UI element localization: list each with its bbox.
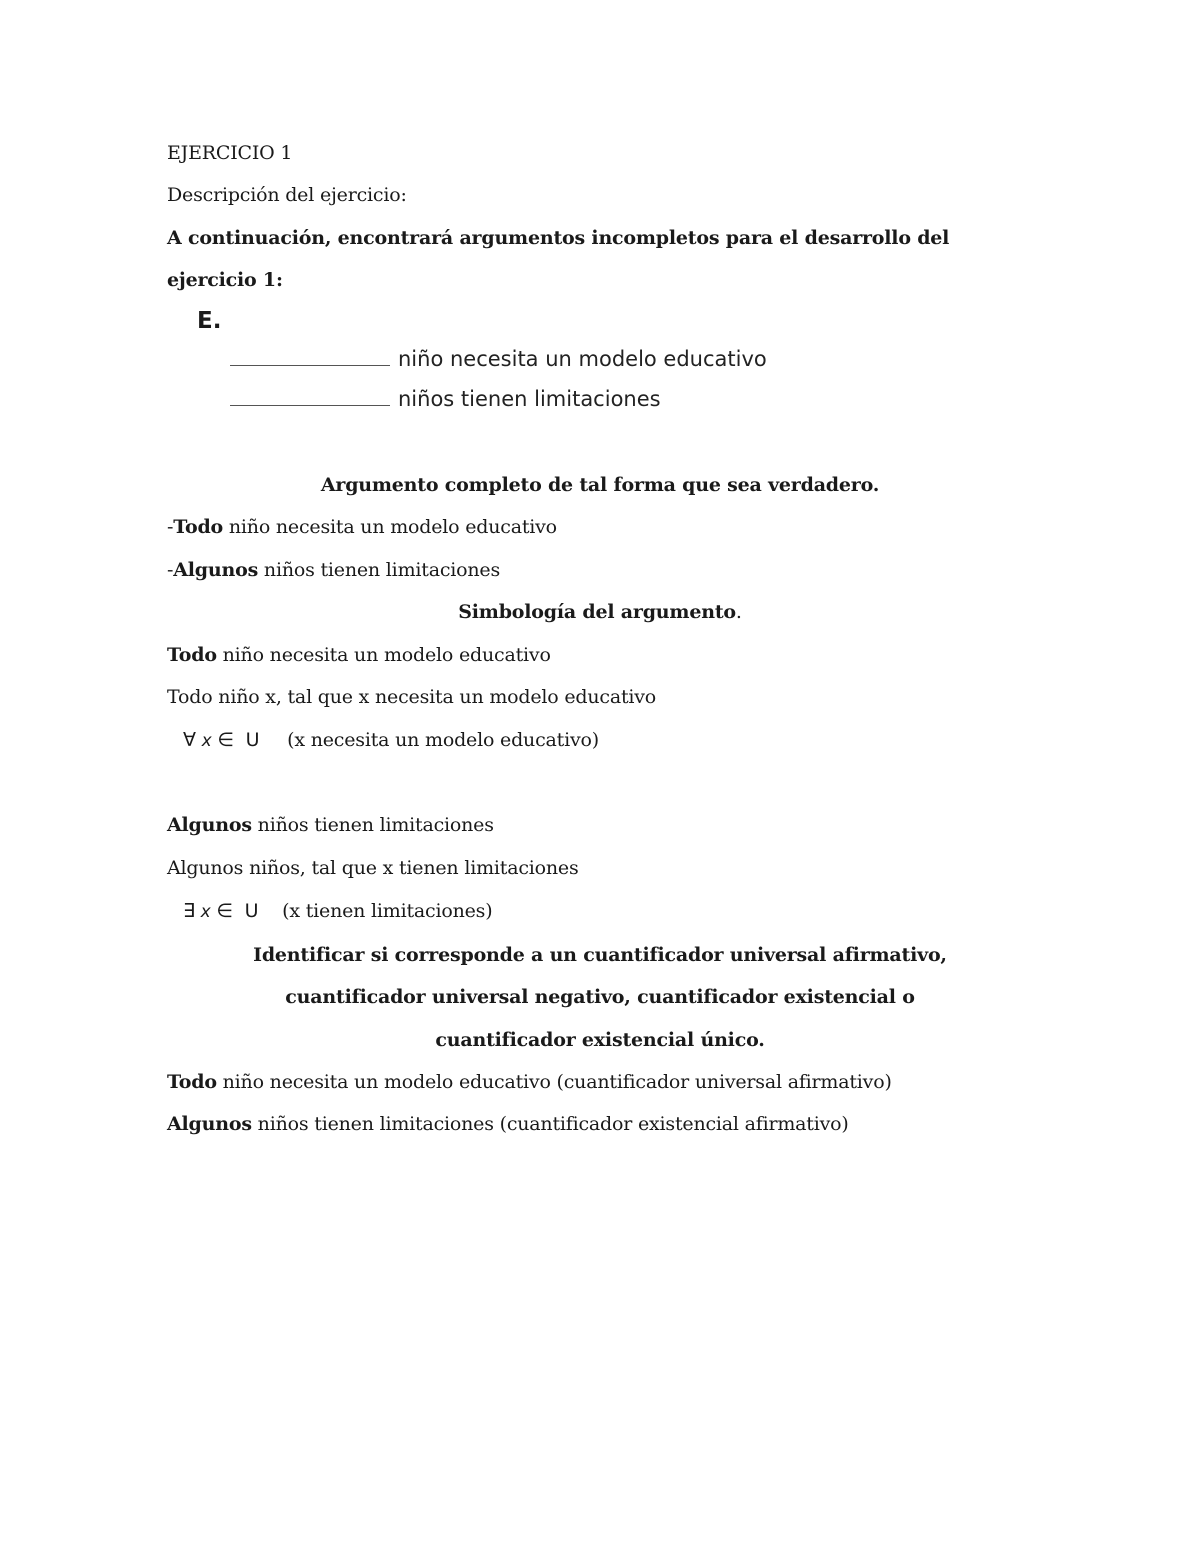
section3-heading-line-3: cuantificador existencial único. [435, 1029, 765, 1051]
block2-formula [183, 899, 492, 924]
section2-heading [0, 600, 1200, 624]
statement-quantifier-word: Algunos [167, 814, 252, 836]
statement-text: niños tienen limitaciones [251, 814, 494, 836]
section3-heading-line-1: Identificar si corresponde a un cuantificador universal afirmativo, [253, 944, 947, 966]
figure-row-text: niños tienen limitaciones [398, 387, 661, 411]
block2-statement [167, 813, 494, 837]
figure-letter: E. [197, 308, 222, 334]
section1-item-2 [167, 558, 500, 582]
intro-line-2: ejercicio 1: [167, 269, 283, 291]
section1-item-1 [167, 515, 557, 539]
blank-line [230, 347, 390, 366]
element-of-symbol: ∈ [217, 729, 234, 751]
item-text: niños tienen limitaciones [258, 559, 501, 581]
block2-paraphrase: Algunos niños, tal que x tienen limitaciones [167, 857, 579, 879]
statement-quantifier-word: Todo [167, 644, 217, 666]
answer-1 [167, 1070, 892, 1094]
item-quantifier-word: Todo [173, 516, 224, 538]
section1-heading: Argumento completo de tal forma que sea verdadero. [320, 474, 880, 496]
answer-text: niño necesita un modelo educativo (cuantificador universal afirmativo) [216, 1071, 892, 1093]
item-text: niño necesita un modelo educativo [223, 516, 557, 538]
block1-formula [183, 728, 599, 753]
answer-quantifier-word: Todo [167, 1071, 217, 1093]
figure-row-2 [230, 386, 661, 412]
item-prefix: - [167, 559, 174, 581]
item-quantifier-word: Algunos [173, 559, 259, 581]
item-prefix: - [167, 516, 174, 538]
description-label: Descripción del ejercicio: [167, 184, 407, 206]
figure-row-text: niño necesita un modelo educativo [398, 347, 767, 371]
block1-paraphrase: Todo niño x, tal que x necesita un modelo educativo [167, 686, 657, 708]
figure-row-1 [230, 346, 767, 372]
universe-symbol: U [244, 900, 259, 922]
section2-heading-period: . [735, 601, 742, 623]
blank-line [230, 387, 390, 406]
existential-quantifier-symbol: ∃ [183, 900, 195, 922]
answer-quantifier-word: Algunos [167, 1113, 252, 1135]
variable-symbol: x [201, 731, 212, 751]
universe-symbol: U [245, 729, 260, 751]
universal-quantifier-symbol: ∀ [183, 729, 196, 751]
statement-text: niño necesita un modelo educativo [216, 644, 551, 666]
block1-statement [167, 643, 551, 667]
intro-line-1: A continuación, encontrará argumentos incompletos para el desarrollo del [167, 227, 950, 249]
predicate-text: (x tienen limitaciones) [282, 900, 493, 922]
exercise-title: EJERCICIO 1 [167, 142, 293, 164]
element-of-symbol: ∈ [216, 900, 233, 922]
predicate-text: (x necesita un modelo educativo) [287, 729, 599, 751]
section2-heading-text: Simbología del argumento [458, 601, 736, 623]
answer-text: niños tienen limitaciones (cuantificador existencial afirmativo) [251, 1113, 849, 1135]
section3-heading-line-2: cuantificador universal negativo, cuantificador existencial o [285, 986, 915, 1008]
variable-symbol: x [200, 902, 211, 922]
answer-2 [167, 1112, 849, 1136]
